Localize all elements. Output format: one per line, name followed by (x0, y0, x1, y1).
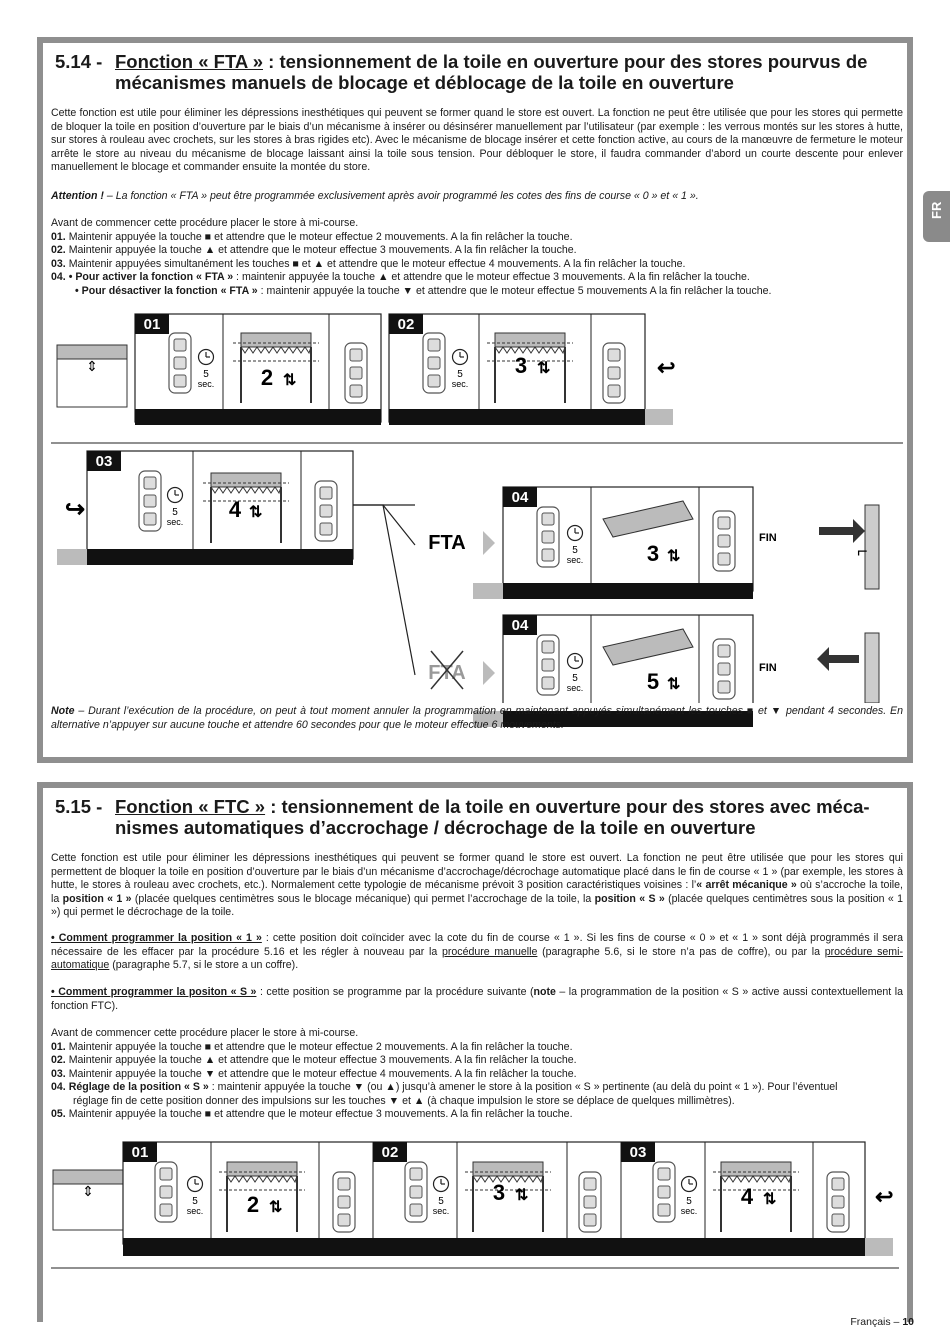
timer-unit: sec. (566, 683, 584, 693)
manual-procedure-link[interactable]: procédure manuelle (441, 945, 538, 958)
timer-unit: sec. (680, 1206, 698, 1216)
section-number: 5.14 - (55, 51, 103, 72)
timer-value: 5 (172, 507, 178, 518)
fin-label: FIN (759, 532, 777, 544)
title-function-name: Fonction « FTA » (115, 51, 263, 72)
timer-value: 5 (457, 369, 463, 380)
semi-auto-procedure-link[interactable]: procédure semi-automatique (51, 945, 904, 971)
section-5-14 (37, 37, 913, 763)
movement-count: 2 (246, 1192, 260, 1217)
step-03-panel (57, 451, 353, 565)
svg-text:⇕: ⇕ (82, 1183, 94, 1199)
section-number: 5.15 - (55, 796, 103, 817)
step-02: 02. Maintenir appuyée la touche ▲ et attendre que le moteur effectue 3 mouvements. A la fin relâcher la touche. (51, 1054, 577, 1066)
awning-start-icon (57, 345, 127, 407)
step-05: 05. Maintenir appuyée la touche ■ et attendre que le moteur effectue 3 mouvements. A la fin relâcher la touche. (51, 1108, 573, 1120)
movement-count: 4 (228, 497, 242, 522)
step-03: 03. Maintenir appuyées simultanément les touches ■ et ▲ et attendre que le moteur effectue 4 mouvements. A la fin relâcher la touche. (51, 257, 686, 270)
note-paragraph: Note – Durant l’exécution de la procédure, on peut à tout moment annuler la programmation en maintenant appuyés simultanément les touches ■ et ▼ pendant 4 secondes. En alternative n’appuyer sur aucune touche et attendre 60 secondes pour que le moteur effectue 6 mouvements. (51, 705, 903, 731)
hook-unlock-icon (817, 633, 879, 703)
step-label-04: 04 (511, 489, 529, 506)
position-1-paragraph: • Comment programmer la position « 1 » : cette position doit coïncider avec la cote du fin de course « 1 ». Si les fins de course « 0 » et « 1 » sont déjà programmés il sera nécessaire de les effacer par la procédure 5.16 et les régler à nouveau par la procédure manuelle (paragraphe 5.6, si le store n’a pas de coffre), ou par la procédure semi-automatique (paragraphe 5.7, si le store a un coffre). (51, 932, 904, 971)
section-5-15 (37, 782, 913, 1322)
fin-label: FIN (759, 662, 777, 674)
step-04-deactivate-panel (503, 615, 753, 703)
timer-unit: sec. (566, 555, 584, 565)
movement-count: 3 (514, 353, 528, 378)
before-procedure: Avant de commencer cette procédure placer le store à mi-course. (51, 217, 359, 229)
title-function-name: Fonction « FTC » (115, 796, 266, 817)
fta-label-disabled: FTA (428, 662, 466, 684)
fta-label-enabled: FTA (428, 532, 466, 554)
updown-arrows-icon: ⇅ (269, 1199, 283, 1216)
timer-unit: sec. (186, 1206, 204, 1216)
step-04-activate: 04. • Pour activer la fonction « FTA » : maintenir appuyée la touche ▲ et attendre que le moteur effectue 3 mouvements. A la fin relâcher la touche. (51, 271, 750, 283)
updown-arrows-icon: ⇅ (515, 1187, 529, 1204)
before-procedure: Avant de commencer cette procédure placer le store à mi-course. (51, 1027, 359, 1039)
updown-arrows-icon: ⇅ (283, 372, 297, 389)
timer-unit: sec. (166, 517, 184, 527)
hook-lock-icon (819, 505, 879, 589)
step-label-04b: 04 (511, 617, 529, 634)
step-02: 02. Maintenir appuyée la touche ▲ et attendre que le moteur effectue 3 mouvements. A la fin relâcher la touche. (51, 244, 577, 256)
movement-count: 3 (492, 1180, 506, 1205)
timer-unit: sec. (432, 1206, 450, 1216)
page-footer: Français – 10 (850, 1316, 914, 1328)
title-line-2: mécanismes manuels de blocage et déblocage de la toile en ouverture (115, 72, 734, 93)
intro-paragraph: Cette fonction est utile pour éliminer les dépressions inesthétiques qui peuvent se former quand le store est ouvert. La fonction ne peut être utilisée que pour les stores qui permettent de bloquer la toile en position d’ouverture par le biais d’un mécanisme d’accrochage/décrochage automatique placé dans le fin de course « 1 » (par exemple, les stores à hutte, le stores à rouleau avec crochets, etc.). Normalement cette typologie de mécanisme prévoit 3 position caractéristiques voisines : l’« arrêt mécanique » où s’accroche la toile, la position « 1 » (placée quelques centimètres sous le blocage mécanique) qui permet l’accrochage de la toile, la position « S » (placée quelques centimètres sous la position « 1 ») qui permet le décrochage de la toile. (51, 852, 904, 918)
step-03: 03. Maintenir appuyée la touche ▼ et attendre que le moteur effectue 4 mouvements. A la fin relâcher la touche. (51, 1067, 577, 1080)
attention-note: Attention ! – La fonction « FTA » peut être programmée exclusivement après avoir programmé les cotes des fins de course « 0 » et « 1 ». (51, 190, 699, 202)
step-label-01: 01 (131, 1144, 149, 1161)
title-text: : tensionnement de la toile en ouverture pour des stores avec méca- (265, 796, 870, 817)
step-label-01: 01 (143, 316, 161, 333)
step-04-cont: réglage fin de cette position donner des impulsions sur les touches ▼ et ▲ (à chaque impulsion le store se déplace de quelques millimètres). (73, 1094, 735, 1107)
step-01: 01. Maintenir appuyée la touche ■ et attendre que le moteur effectue 2 mouvements. A la fin relâcher la touche. (51, 1040, 573, 1053)
page-number: 10 (902, 1316, 914, 1328)
svg-text:⌐: ⌐ (857, 541, 868, 561)
updown-arrows-icon: ⇅ (763, 1191, 777, 1208)
step-label-02: 02 (381, 1144, 399, 1161)
updown-arrows-icon: ⇅ (249, 504, 263, 521)
movement-count: 4 (740, 1184, 754, 1209)
svg-text:⇕: ⇕ (86, 358, 98, 374)
language-tab: FR (923, 191, 950, 242)
step-label-03: 03 (629, 1144, 647, 1161)
updown-arrows-icon: ⇅ (537, 360, 551, 377)
timer-value: 5 (203, 369, 209, 380)
step-label-03: 03 (95, 453, 113, 470)
updown-arrows-icon: ⇅ (667, 676, 681, 693)
step-04: 04. Réglage de la position « S » : maintenir appuyée la touche ▼ (ou ▲) jusqu’à amener le store à la position « S » pertinente (au delà du point « 1 »). Pour l’éventuel (51, 1081, 838, 1093)
step-02-panel (389, 314, 675, 425)
title-text: : tensionnement de la toile en ouverture pour des stores pourvus de (263, 51, 868, 72)
timer-value: 5 (192, 1196, 198, 1207)
step-04-activate-panel (473, 487, 753, 599)
return-arrow-icon: ↩ (657, 355, 676, 380)
continue-arrow-icon: ↪ (65, 496, 86, 523)
ftc-procedure-diagram (43, 1132, 907, 1272)
return-arrow-icon: ↩ (875, 1184, 894, 1209)
timer-value: 5 (572, 673, 578, 684)
intro-paragraph: Cette fonction est utile pour éliminer les dépressions inesthétiques qui peuvent se former quand le store est ouvert. La fonction ne peut être utilisée que pour les stores qui permette de bloquer la toile en position d’ouverture par le biais d’un mécanisme à insérer ou désinsérer manuellement par l’utilisateur (par exemple : les verrous montés sur les stores à hutte, sur stores à rouleau avec crochets, sur les stores à bras rigides etc). Avec le mécanisme de blocage insérer et cette fonction active, au cours de la manœuvre de fermeture le moteur arrête le store au niveau du mécanisme de blocage laissant ainsi la toile sous tension. Pour débloquer le store, il faudra commander d’abord un courte descente pour enlever manuellement le blocage et commander ensuite la montée du store. (51, 107, 903, 173)
movement-count: 2 (260, 365, 274, 390)
title-line-2: nismes automatiques d’accrochage / décrochage de la toile en ouverture (115, 817, 756, 838)
updown-arrows-icon: ⇅ (667, 548, 681, 565)
fta-procedure-diagram (43, 305, 907, 703)
step-01-panel (135, 314, 381, 425)
timer-value: 5 (438, 1196, 444, 1207)
timer-value: 5 (686, 1196, 692, 1207)
movement-count: 5 (646, 669, 660, 694)
timer-unit: sec. (451, 379, 469, 389)
position-s-paragraph: • Comment programmer la positon « S » : cette position se programme par la procédure suivante (note – la programmation de la position « S » active aussi contextuellement la fonction FTC). (51, 986, 903, 1012)
step-04-deactivate: • Pour désactiver la fonction « FTA » : maintenir appuyée la touche ▼ et attendre que le moteur effectue 5 mouvements A la fin relâcher la touche. (75, 284, 772, 297)
movement-count: 3 (646, 541, 660, 566)
step-label-02: 02 (397, 316, 415, 333)
timer-unit: sec. (197, 379, 215, 389)
awning-start-icon (53, 1170, 123, 1230)
timer-value: 5 (572, 545, 578, 556)
step-01: 01. Maintenir appuyée la touche ■ et attendre que le moteur effectue 2 mouvements. A la fin relâcher la touche. (51, 230, 573, 243)
